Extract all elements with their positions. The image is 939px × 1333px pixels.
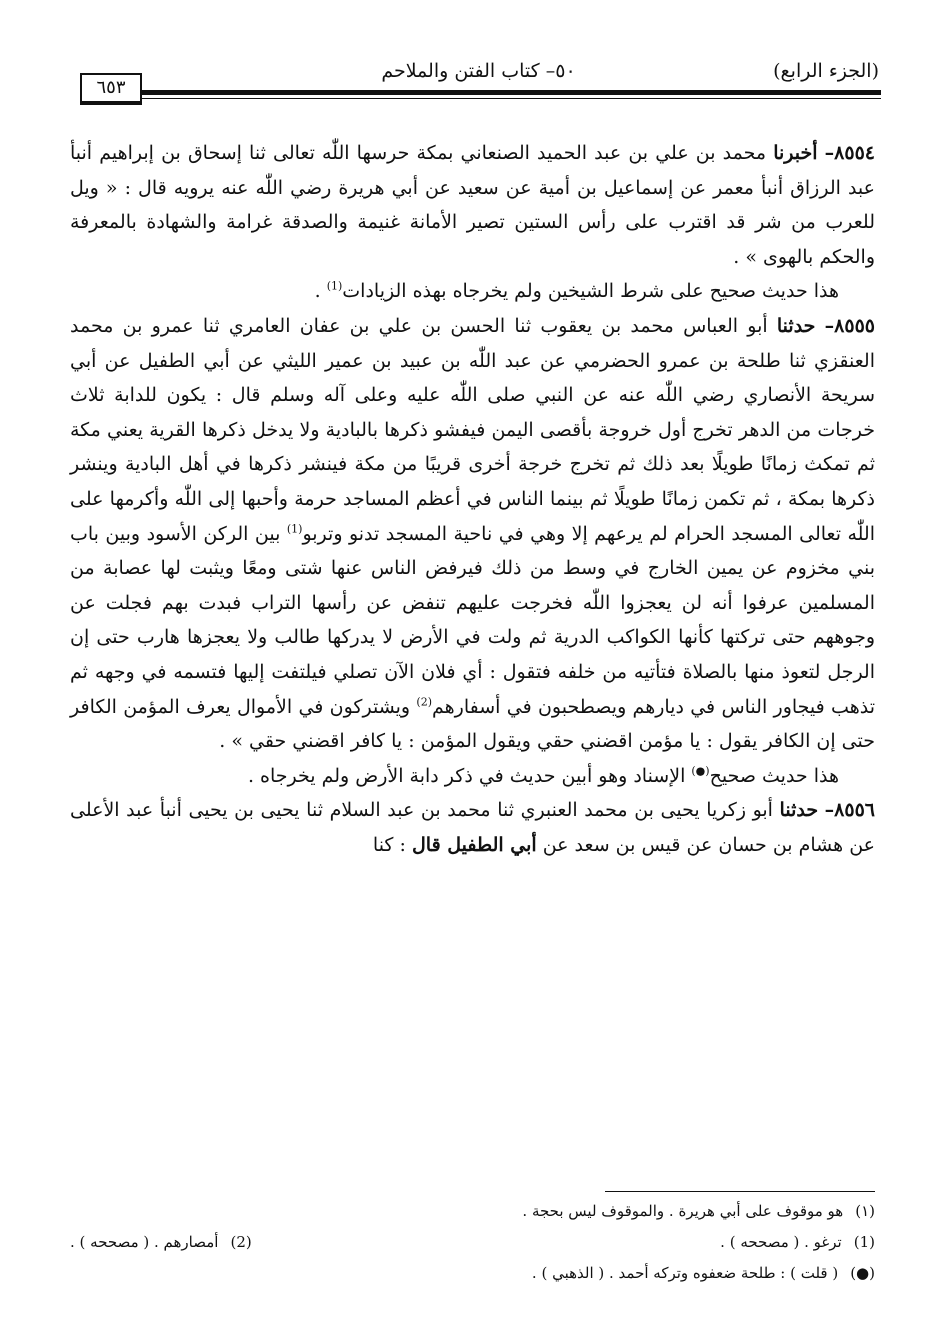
footnote-text: أمصارهم . ( مصححه ) .	[70, 1233, 219, 1251]
grading-end: .	[314, 280, 327, 303]
hadith-8555-grading	[70, 759, 875, 794]
footnote-ref: (1)	[326, 280, 343, 294]
footnotes	[70, 1196, 875, 1289]
grading-text-a: هذا حديث صحيح	[709, 764, 839, 787]
footnote-ref: (1)	[286, 522, 303, 536]
footnote-text: ترغو . ( مصححه ) .	[720, 1233, 842, 1251]
footnote-mark: (1)	[853, 1233, 875, 1251]
footnote-ref: (2)	[416, 695, 432, 709]
narration-keyword: حدثنا	[779, 799, 819, 822]
header-rule-thin	[140, 98, 881, 99]
footnote-row	[70, 1227, 875, 1258]
footnote-1	[70, 1196, 875, 1227]
hadith-text-a: أبو زكريا يحيى بن محمد العنبري ثنا محمد بن عبد السلام ثنا يحيى بن يحيى أنبأ عبد الأعلى عن هشام بن حسان عن قيس بن سعد عن	[70, 799, 875, 856]
footnote-ref: (●)	[691, 764, 710, 778]
hadith-8556	[70, 793, 875, 862]
hadith-text-part-1: أبو العباس محمد بن يعقوب ثنا الحسن بن علي بن عفان العامري ثنا عمرو بن محمد العنقزي ثنا طلحة بن عمرو الحضرمي عن عبد اللّٰه بن عبيد بن عمير الليثي عن أبي الطفيل عن أبي سريحة الأنصاري رضي اللّٰه عنه عن النبي صلى اللّٰه عليه وعلى آله وسلم قال : يكون للدابة ثلاث خرجات من الدهر تخرج أول خروجة بأقصى اليمن فيفشو ذكرها بالبادية ولا يدخل ذكرها القرية يعني مكة ثم تمكث زمانًا طويلًا بعد ذلك ثم تخرج خرجة أخرى قريبًا من مكة فينشر ذكرها في أهل البادية وينشر ذكرها بمكة ، ثم تكمن زمانًا طويلًا ثم بينما الناس في أعظم المساجد حرمة وأحبها إلى اللّٰه وأكرمها على اللّٰه تعالى المسجد الحرام لم يرعهم إلا وهي في ناحية المسجد تدنو وتربو	[70, 314, 875, 545]
main-text	[70, 136, 875, 862]
hadith-text-part-2: بين الركن الأسود وبين باب بني مخزوم عن يمين الخارج في وسط من ذلك فيرفض الناس عنها شتى ومعًا ويثبت لها عصابة من المسلمين عرفوا أنه لن يعجزوا اللّٰه فخرجت عليهم تنفض عن رأسها التراب فبدت بهم فجلت عن وجوههم حتى تركتها كأنها الكواكب الدرية ثم ولت في الأرض لا يدركها طالب ولا يعجزها هارب حتى إن الرجل لتعوذ منها بالصلاة فتأتيه من خلفه فتقول : أي فلان الآن تصلي فيلتفت إليها فتسمه في وجهه ثم تذهب فيجاور الناس في ديارهم ويصطحبون في أسفارهم	[70, 522, 875, 718]
footnote-rule	[605, 1191, 875, 1192]
footnote-4	[70, 1258, 875, 1289]
hadith-8554	[70, 136, 875, 274]
grading-text: هذا حديث صحيح على شرط الشيخين ولم يخرجاه بهذه الزيادات	[342, 280, 839, 303]
hadith-number: ٨٥٥٤–	[824, 142, 875, 164]
footnote-mark: (●)	[850, 1264, 875, 1282]
footnote-mark: (2)	[230, 1233, 252, 1251]
narration-keyword: أخبرنا	[773, 142, 818, 164]
book-title: ٥٠– كتاب الفتن والملاحم	[381, 60, 576, 82]
footnote-2	[720, 1227, 875, 1258]
volume-label: (الجزء الرابع)	[773, 60, 879, 82]
hadith-number: ٨٥٥٥–	[824, 314, 875, 337]
bold-phrase: أبي الطفيل قال	[411, 833, 537, 856]
hadith-text-b: : كنا	[372, 833, 412, 856]
page-number: ٦٥٣	[80, 73, 142, 105]
footnote-mark: (١)	[855, 1202, 875, 1220]
page-header	[78, 56, 879, 86]
footnote-3	[70, 1227, 252, 1258]
footnote-text: ( قلت ) : طلحة ضعفوه وتركه أحمد . ( الذهبي ) .	[531, 1264, 839, 1282]
hadith-8554-grading	[70, 274, 875, 309]
grading-text-b: الإسناد وهو أبين حديث في ذكر دابة الأرض ولم يخرجاه .	[247, 764, 692, 787]
narration-keyword: حدثنا	[776, 314, 816, 337]
hadith-number: ٨٥٥٦–	[824, 799, 875, 822]
header-rule-thick	[140, 90, 881, 95]
hadith-8555	[70, 309, 875, 759]
footnote-text: هو موقوف على أبي هريرة . والموقوف ليس بحجة .	[522, 1202, 844, 1220]
hadith-text: محمد بن علي بن عبد الحميد الصنعاني بمكة حرسها اللّٰه تعالى ثنا إسحاق بن إبراهيم أنبأ عبد الرزاق أنبأ معمر عن إسماعيل بن أمية عن سعيد عن أبي هريرة رضي اللّٰه عنه يرويه قال : « ويل للعرب من شر قد اقترب على رأس الستين تصير الأمانة غنيمة والصدقة غرامة والشهادة بالمعرفة والحكم بالهوى » .	[70, 142, 875, 268]
hadith-text-part-3: ويشتركون في الأموال يعرف المؤمن الكافر حتى إن الكافر يقول : يا مؤمن اقضني حقي ويقول المؤمن : يا كافر اقضني حقي » .	[70, 695, 875, 753]
